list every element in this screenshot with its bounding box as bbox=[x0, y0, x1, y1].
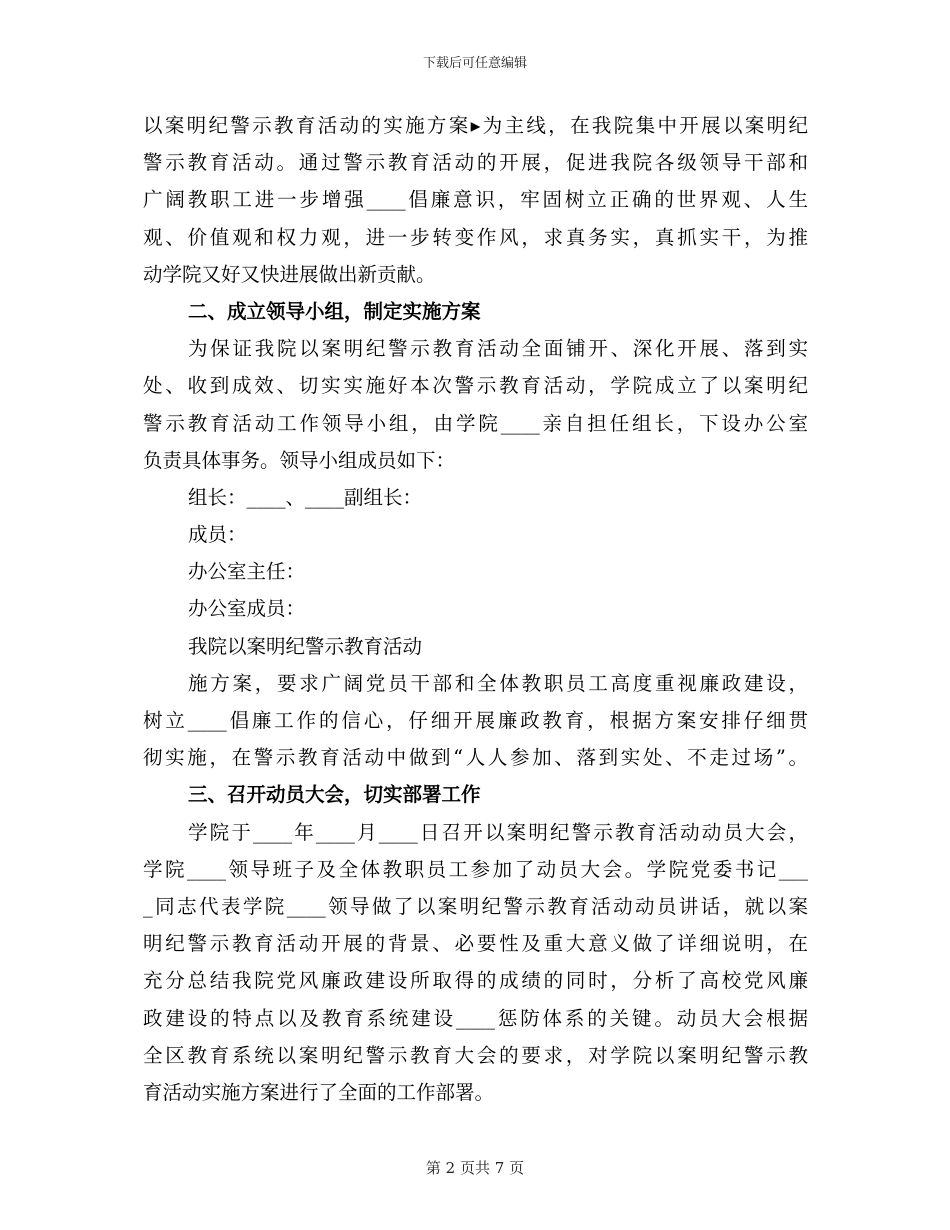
paragraph-line: 组长：____、____副组长： bbox=[188, 485, 423, 509]
paragraph-line: 为保证我院以案明纪警示教育活动全面铺开、深化开展、落到实 bbox=[188, 337, 808, 361]
paragraph-line: 以案明纪警示教育活动的实施方案▸为主线，在我院集中开展以案明纪 bbox=[143, 114, 808, 137]
paragraph-line: 我院以案明纪警示教育活动 bbox=[188, 634, 423, 658]
paragraph-line: 观、价值观和权力观，进一步转变作风，求真务实，真抓实干，为推 bbox=[143, 225, 808, 249]
paragraph-line: 广阔教职工进一步增强____倡廉意识，牢固树立正确的世界观、人生 bbox=[143, 188, 808, 212]
paragraph-line: 施方案，要求广阔党员干部和全体教职员工高度重视廉政建设， bbox=[188, 671, 808, 695]
paragraph-line: 彻实施，在警示教育活动中做到“人人参加、落到实处、不走过场”。 bbox=[143, 746, 808, 770]
paragraph-line: 动学院又好又快进展做出新贡献。 bbox=[143, 262, 436, 286]
page-footer: 第 2 页共 7 页 bbox=[425, 1159, 525, 1177]
paragraph-line: 警示教育活动。通过警示教育活动的开展，促进我院各级领导干部和 bbox=[143, 151, 808, 175]
document-body bbox=[143, 107, 808, 1111]
paragraph-line: 办公室成员： bbox=[188, 597, 306, 621]
paragraph-line: 负责具体事务。领导小组成员如下： bbox=[143, 448, 456, 472]
paragraph-line: 办公室主任： bbox=[188, 560, 306, 584]
paragraph-line: 育活动实施方案进行了全面的工作部署。 bbox=[143, 1080, 495, 1104]
section-heading: 三、召开动员大会，切实部署工作 bbox=[188, 783, 481, 807]
paragraph-line: 明纪警示教育活动开展的背景、必要性及重大意义做了详细说明，在 bbox=[143, 932, 808, 956]
paragraph-line: 树立____倡廉工作的信心，仔细开展廉政教育，根据方案安排仔细贯 bbox=[143, 709, 808, 732]
paragraph-line: _同志代表学院____领导做了以案明纪警示教育活动动员讲话，就以案 bbox=[143, 894, 808, 918]
paragraph-line: 全区教育系统以案明纪警示教育大会的要求，对学院以案明纪警示教 bbox=[143, 1043, 808, 1067]
page-header: 下载后可任意编辑 bbox=[422, 56, 527, 71]
paragraph-line: 政建设的特点以及教育系统建设____惩防体系的关键。动员大会根据 bbox=[143, 1006, 808, 1030]
paragraph-line: 学院____领导班子及全体教职员工参加了动员大会。学院党委书记___ bbox=[143, 857, 808, 881]
paragraph-line: 充分总结我院党风廉政建设所取得的成绩的同时，分析了高校党风廉 bbox=[143, 969, 808, 993]
section-heading: 二、成立领导小组，制定实施方案 bbox=[188, 299, 481, 323]
paragraph-line: 成员： bbox=[188, 523, 247, 547]
paragraph-line: 警示教育活动工作领导小组，由学院____亲自担任组长，下设办公室 bbox=[143, 411, 808, 435]
paragraph-line: 学院于____年____月____日召开以案明纪警示教育活动动员大会， bbox=[188, 820, 808, 844]
paragraph-line: 处、收到成效、切实实施好本次警示教育活动，学院成立了以案明纪 bbox=[143, 374, 808, 398]
